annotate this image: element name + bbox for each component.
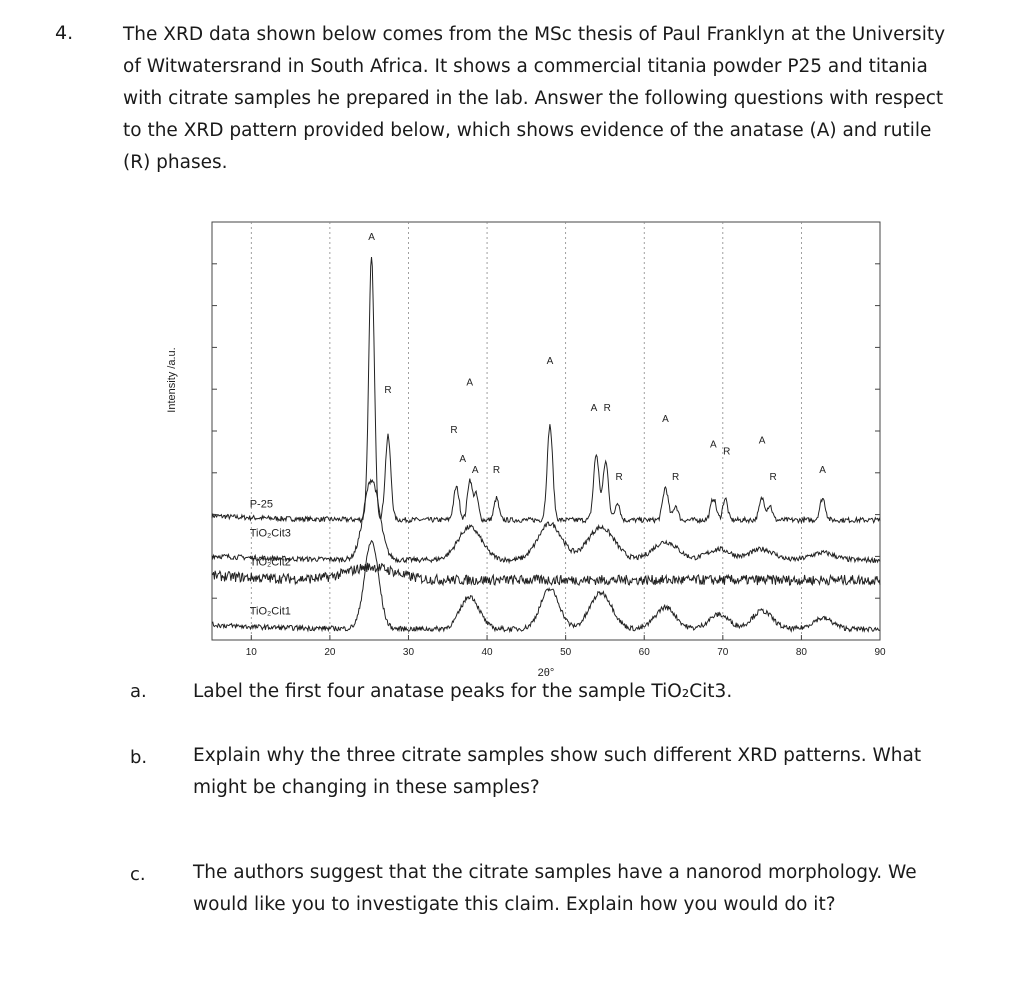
- x-tick-label: 70: [717, 647, 729, 658]
- part-a-label: a.: [130, 681, 147, 702]
- question-number: 4.: [55, 22, 74, 44]
- peak-annotation: A: [471, 464, 479, 476]
- part-c-line: The authors suggest that the citrate samples have a nanorod morphology. We: [193, 862, 917, 883]
- peak-annotation: A: [710, 439, 717, 451]
- part-b-text: [193, 740, 953, 804]
- axis-ticks: [212, 264, 886, 658]
- peak-annotation: A: [590, 403, 598, 415]
- series-label: TiO₂Cit3: [249, 527, 291, 540]
- intro-line: (R) phases.: [123, 152, 228, 173]
- part-c-line: would like you to investigate this claim. Explain how you would do it?: [193, 894, 836, 915]
- series-line: [212, 541, 880, 632]
- peak-annotation: A: [459, 453, 467, 465]
- part-b-line: might be changing in these samples?: [193, 777, 540, 798]
- x-tick-label: 30: [402, 647, 415, 658]
- peak-annotation: R: [603, 403, 611, 415]
- grid-lines: [251, 222, 801, 640]
- series-line: [212, 257, 880, 522]
- peak-annotation: R: [723, 446, 731, 458]
- peak-annotation: R: [615, 472, 623, 484]
- y-axis-label: Intensity /a.u.: [166, 347, 178, 413]
- peak-annotation: R: [672, 472, 680, 484]
- series-label: P-25: [249, 498, 273, 511]
- series-line: [212, 563, 880, 585]
- xrd-chart: [150, 200, 890, 680]
- intro-line: to the XRD pattern provided below, which shows evidence of the anatase (A) and rutile: [123, 120, 932, 141]
- peak-annotations: [368, 232, 826, 483]
- x-tick-label: 50: [560, 647, 572, 658]
- part-c-label: c.: [130, 864, 146, 885]
- x-tick-label: 40: [481, 647, 493, 658]
- peak-annotation: A: [368, 232, 375, 244]
- peak-annotation: A: [466, 377, 474, 389]
- x-tick-label: 80: [795, 647, 807, 658]
- intro-line: of Witwatersrand in South Africa. It shows a commercial titania powder P25 and titania: [123, 56, 928, 77]
- intro-line: with citrate samples he prepared in the lab. Answer the following questions with respect: [123, 88, 944, 109]
- peak-annotation: A: [662, 413, 669, 425]
- part-a-line: Label the first four anatase peaks for the sample TiO₂Cit3.: [193, 681, 733, 702]
- part-b-line: Explain why the three citrate samples show such different XRD patterns. What: [193, 745, 922, 766]
- series-label: TiO₂Cit1: [249, 605, 291, 618]
- series-label: TiO₂Cit2: [249, 556, 291, 569]
- peak-annotation: R: [384, 384, 392, 396]
- part-c-text: [193, 857, 953, 921]
- xrd-figure: [150, 200, 890, 684]
- peak-annotation: A: [758, 435, 766, 447]
- peak-annotation: R: [450, 424, 458, 436]
- peak-annotation: R: [769, 472, 777, 484]
- peak-annotation: A: [546, 355, 554, 367]
- part-a-text: [193, 676, 953, 708]
- x-tick-label: 60: [638, 647, 650, 658]
- part-b-label: b.: [130, 747, 148, 768]
- x-tick-label: 20: [324, 647, 336, 658]
- intro-line: The XRD data shown below comes from the MSc thesis of Paul Franklyn at the University: [123, 24, 946, 45]
- x-tick-label: 90: [874, 647, 886, 658]
- x-axis-label: 2θ°: [537, 667, 555, 679]
- series-group: [212, 257, 880, 631]
- peak-annotation: A: [819, 464, 826, 476]
- question-intro: [123, 19, 953, 179]
- peak-annotation: R: [492, 464, 501, 476]
- x-tick-label: 10: [245, 647, 257, 658]
